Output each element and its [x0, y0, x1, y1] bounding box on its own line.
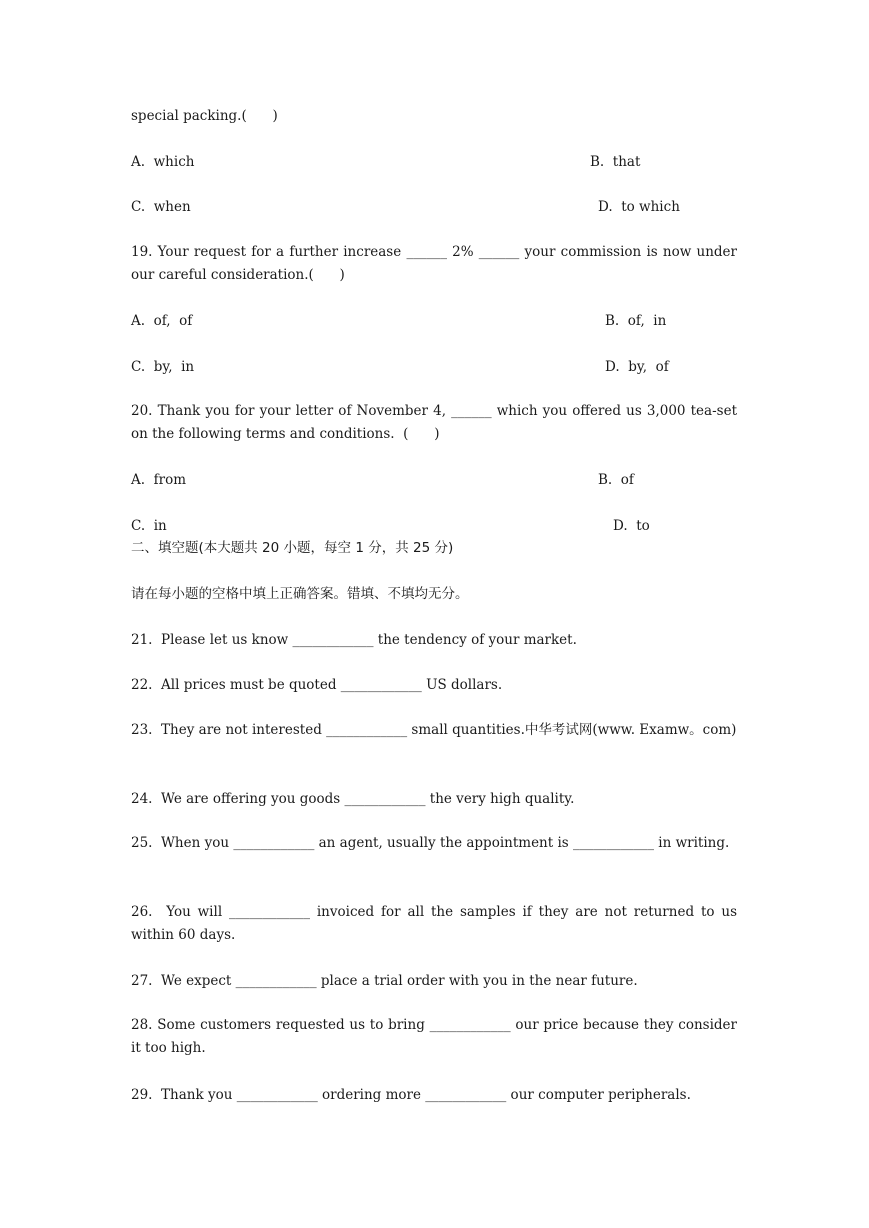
question-24: 24. We are offering you goods ____________ the very high quality. [131, 791, 575, 807]
q20-option-c: C. in [131, 518, 167, 534]
question-26: 26. You will ____________ invoiced for all the samples if they are not returned to us within 60 days. [131, 904, 737, 943]
question-20: 20. Thank you for your letter of November 4, ______ which you offered us 3,000 tea-set on the following terms and conditions. ( ) [131, 403, 737, 442]
q18-option-b: B. that [590, 154, 641, 170]
question-18-tail: special packing.( ) [131, 108, 278, 124]
q19-option-c: C. by, in [131, 359, 195, 375]
q18-option-a: A. which [131, 154, 195, 170]
q18-option-c: C. when [131, 199, 191, 215]
q20-option-d: D. to [613, 518, 650, 534]
section-2-instruction: 请在每小题的空格中填上正确答案。错填、不填均无分。 [131, 586, 469, 602]
question-19: 19. Your request for a further increase ______ 2% ______ your commission is now under our careful consideration.( ) [131, 244, 737, 283]
q20-option-a: A. from [131, 472, 187, 488]
question-29: 29. Thank you ____________ ordering more ____________ our computer peripherals. [131, 1087, 691, 1103]
q18-option-d: D. to which [598, 199, 680, 215]
q19-option-d: D. by, of [605, 359, 669, 375]
question-27: 27. We expect ____________ place a trial order with you in the near future. [131, 973, 638, 989]
q19-option-a: A. of, of [131, 313, 193, 329]
question-23: 23. They are not interested ____________ small quantities.中华考试网(www. Examw。com) [131, 722, 737, 738]
question-21: 21. Please let us know ____________ the tendency of your market. [131, 632, 577, 648]
q20-option-b: B. of [598, 472, 634, 488]
question-22: 22. All prices must be quoted ____________ US dollars. [131, 677, 503, 693]
section-2-title: 二、填空题(本大题共 20 小题，每空 1 分，共 25 分) [131, 540, 454, 556]
question-28: 28. Some customers requested us to bring ____________ our price because they consider it too high. [131, 1017, 737, 1056]
q19-option-b: B. of, in [605, 313, 667, 329]
question-25: 25. When you ____________ an agent, usually the appointment is ____________ in writing. [131, 835, 730, 851]
